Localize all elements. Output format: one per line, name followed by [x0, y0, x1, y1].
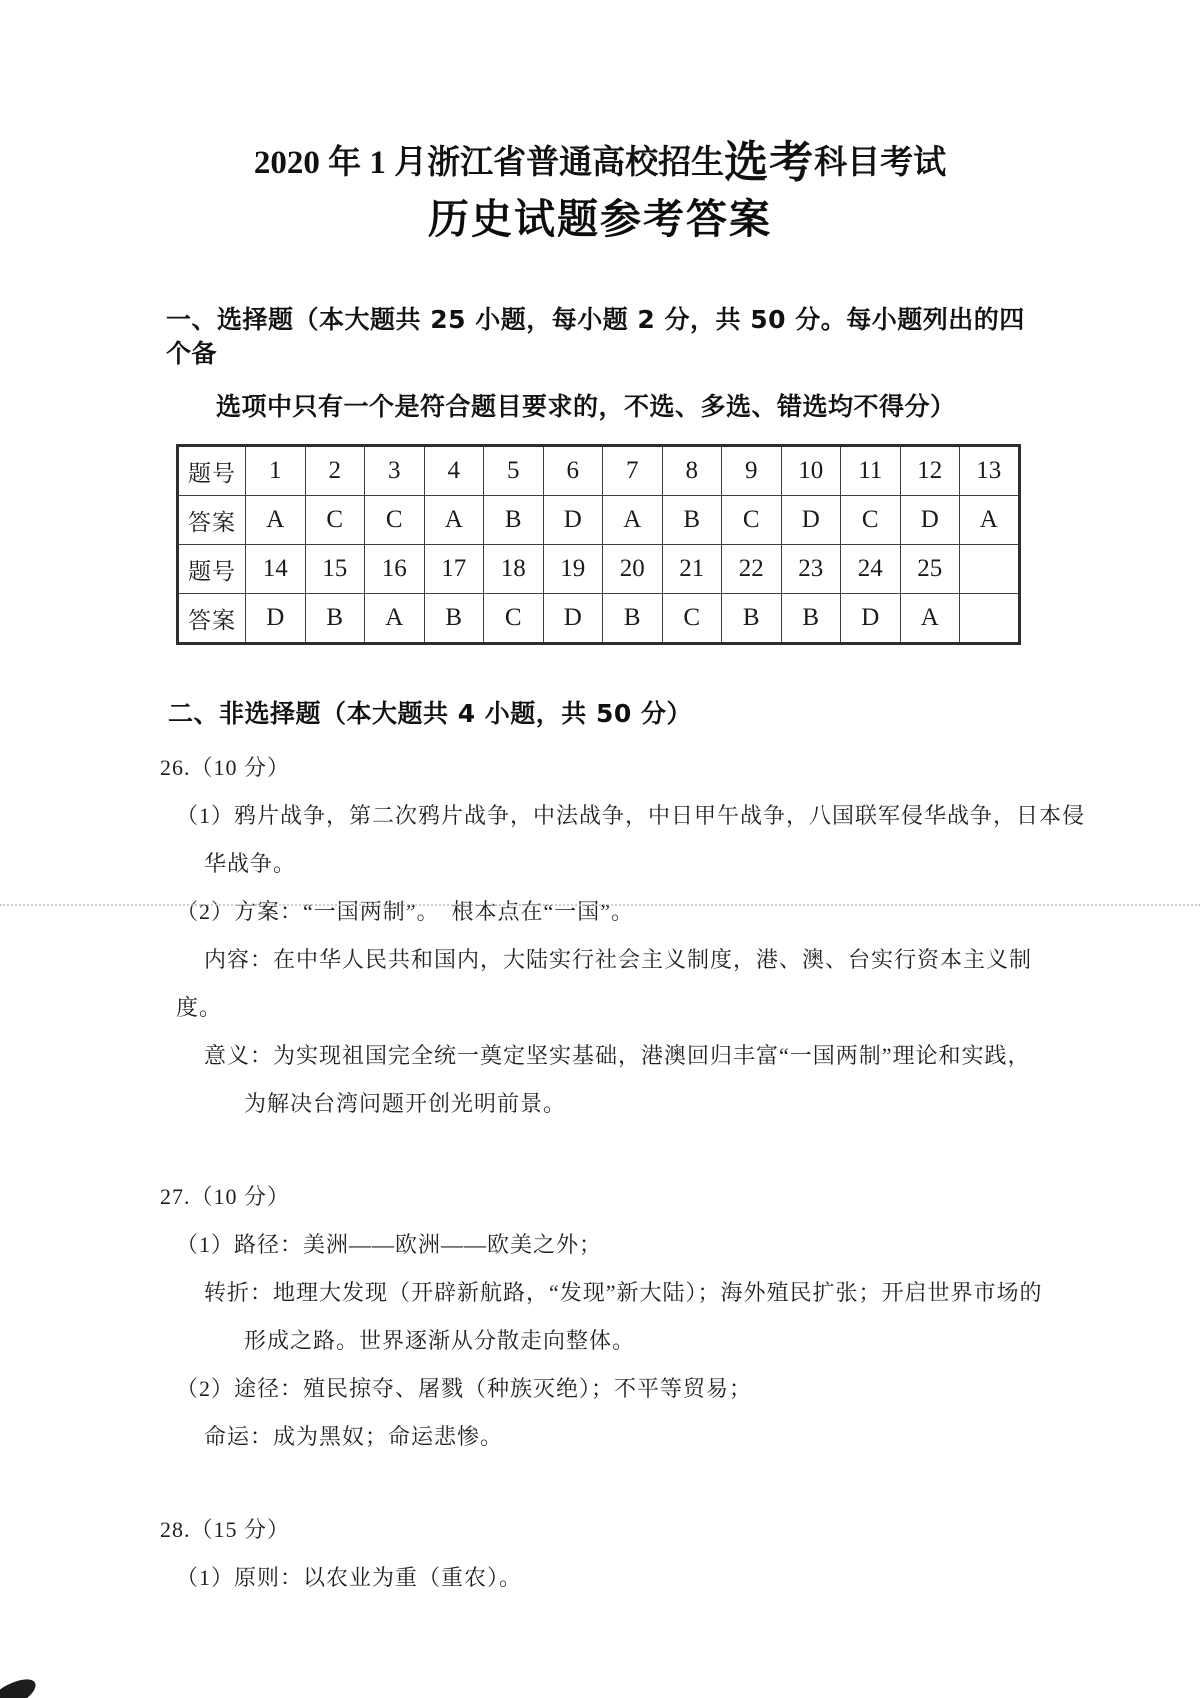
question-27-line: （1）路径：美洲——欧洲——欧美之外； [176, 1232, 603, 1257]
question-number-cell: 18 [484, 545, 544, 594]
question-27-line: 转折：地理大发现（开辟新航路，“发现”新大陆）；海外殖民扩张；开启世界市场的 [204, 1280, 1043, 1305]
answer-cell: D [246, 594, 306, 644]
exam-title-emphasis: 选考 [724, 137, 815, 188]
question-number-cell: 23 [781, 545, 841, 594]
free-response-answers [158, 753, 1086, 1593]
question-number-cell: 25 [900, 545, 960, 594]
answer-table [176, 444, 1021, 645]
question-number-cell: 6 [543, 446, 603, 496]
answer-cell [960, 594, 1020, 644]
question-27-label: 27.（10 分） [160, 1184, 291, 1209]
answer-table-row [178, 446, 1020, 496]
answer-cell: B [305, 594, 365, 644]
question-number-cell: 8 [662, 446, 722, 496]
question-number-cell: 12 [900, 446, 960, 496]
question-number-cell: 5 [484, 446, 544, 496]
row-label: 题号 [178, 545, 246, 594]
question-number-cell: 19 [543, 545, 603, 594]
row-label: 答案 [178, 496, 246, 545]
answer-cell: C [365, 496, 425, 545]
answer-cell: A [960, 496, 1020, 545]
section-two-heading: 二、非选择题（本大题共 4 小题，共 50 分） [168, 699, 693, 728]
answer-table-row [178, 496, 1020, 545]
question-number-cell: 14 [246, 545, 306, 594]
answer-cell: B [424, 594, 484, 644]
content-column [158, 303, 1086, 1593]
answer-cell: C [662, 594, 722, 644]
exam-title [0, 137, 1200, 188]
answer-cell: C [841, 496, 901, 545]
question-27-line: 命运：成为黑奴；命运悲惨。 [204, 1424, 504, 1449]
row-label: 答案 [178, 594, 246, 644]
question-number-cell: 16 [365, 545, 425, 594]
question-number-cell: 3 [365, 446, 425, 496]
answer-cell: A [603, 496, 663, 545]
answer-cell: D [841, 594, 901, 644]
question-number-cell: 1 [246, 446, 306, 496]
question-26-line: （2）方案：“一国两制”。 根本点在“一国”。 [176, 899, 635, 924]
question-27-line: 形成之路。世界逐渐从分散走向整体。 [244, 1328, 636, 1353]
exam-subtitle: 历史试题参考答案 [428, 195, 772, 243]
section-one-heading-line1: 一、选择题（本大题共 25 小题，每小题 2 分，共 50 分。每小题列出的四个备 [166, 305, 1025, 368]
question-number-cell [960, 545, 1020, 594]
question-number-cell: 10 [781, 446, 841, 496]
question-26-line: 意义：为实现祖国完全统一奠定坚实基础，港澳回归丰富“一国两制”理论和实践， [204, 1043, 1031, 1068]
question-number-cell: 4 [424, 446, 484, 496]
answer-table-row [178, 545, 1020, 594]
answer-cell: C [722, 496, 782, 545]
answer-cell: A [246, 496, 306, 545]
question-number-cell: 24 [841, 545, 901, 594]
question-number-cell: 21 [662, 545, 722, 594]
answer-table-row [178, 594, 1020, 644]
answer-cell: B [484, 496, 544, 545]
answer-cell: D [900, 496, 960, 545]
question-26-line: 内容：在中华人民共和国内，大陆实行社会主义制度，港、澳、台实行资本主义制 [204, 947, 1033, 972]
answer-cell: A [365, 594, 425, 644]
question-number-cell: 20 [603, 545, 663, 594]
answer-cell: C [484, 594, 544, 644]
question-number-cell: 15 [305, 545, 365, 594]
answer-cell: D [543, 594, 603, 644]
answer-cell: D [781, 496, 841, 545]
answer-cell: A [900, 594, 960, 644]
title-block [0, 0, 1200, 243]
page-break-dotted-line [0, 904, 1200, 906]
question-number-cell: 9 [722, 446, 782, 496]
question-27-line: （2）途径：殖民掠夺、屠戮（种族灭绝）；不平等贸易； [176, 1376, 753, 1401]
answer-cell: B [722, 594, 782, 644]
row-label: 题号 [178, 446, 246, 496]
exam-title-suffix: 科目考试 [814, 145, 947, 181]
section-one-heading-line2: 选项中只有一个是符合题目要求的，不选、多选、错选均不得分） [216, 392, 956, 421]
answer-cell: B [781, 594, 841, 644]
answer-cell: A [424, 496, 484, 545]
question-26-line: 为解决台湾问题开创光明前景。 [244, 1091, 567, 1116]
question-28-label: 28.（15 分） [160, 1517, 291, 1542]
question-26-line: （1）鸦片战争，第二次鸦片战争，中法战争，中日甲午战争，八国联军侵华战争，日本侵 [176, 803, 1086, 828]
question-26-label: 26.（10 分） [160, 755, 291, 780]
question-number-cell: 7 [603, 446, 663, 496]
question-number-cell: 11 [841, 446, 901, 496]
question-28-line: （1）原则：以农业为重（重农）。 [176, 1565, 523, 1590]
question-number-cell: 2 [305, 446, 365, 496]
answer-cell: C [305, 496, 365, 545]
answer-cell: D [543, 496, 603, 545]
question-number-cell: 13 [960, 446, 1020, 496]
question-26-line: 度。 [176, 995, 223, 1020]
question-number-cell: 22 [722, 545, 782, 594]
question-26-line: 华战争。 [204, 851, 297, 876]
answer-cell: B [662, 496, 722, 545]
question-number-cell: 17 [424, 545, 484, 594]
exam-title-prefix: 2020 年 1 月浙江省普通高校招生 [253, 145, 725, 181]
answer-cell: B [603, 594, 663, 644]
scan-smudge-artifact [0, 1673, 40, 1698]
